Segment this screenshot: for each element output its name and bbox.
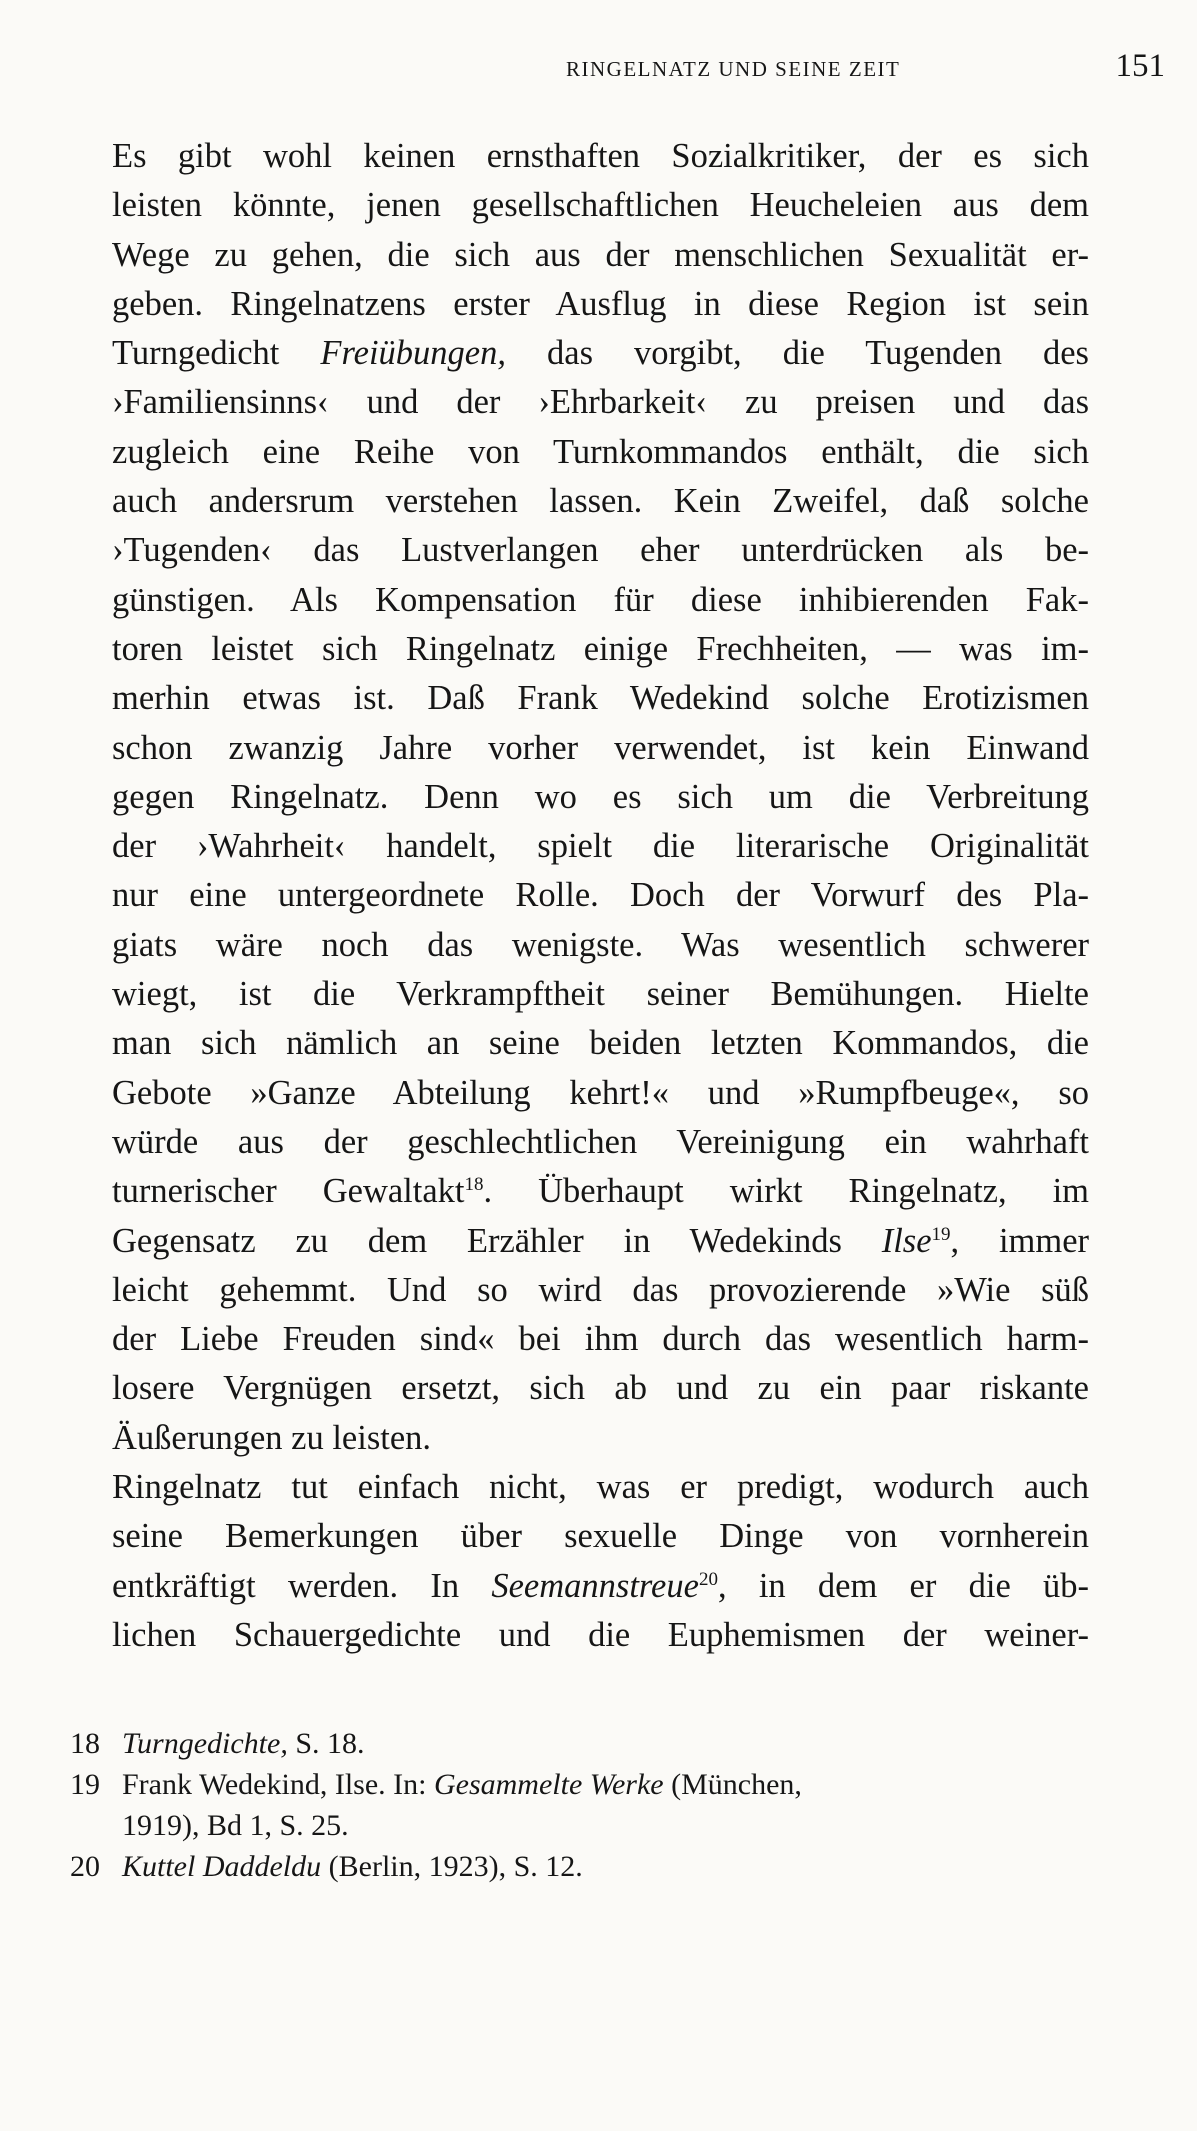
- text-line: auch andersrum verstehen lassen. Kein Zweifel, daß solche: [112, 482, 1089, 521]
- text-line: günstigen. Als Kompensation für diese inhibierenden Fak-: [112, 580, 1089, 619]
- footnote-number: 20: [70, 1850, 100, 1883]
- footnote-ref-18[interactable]: 18: [464, 1174, 484, 1196]
- text-line: giats wäre noch das wenigste. Was wesentlich schwerer: [112, 925, 1089, 964]
- text-line: [112, 1217, 1089, 1266]
- title-seemannstreue: Seemannstreue: [491, 1566, 699, 1605]
- title-ilse: Ilse: [881, 1221, 932, 1260]
- text-line: schon zwanzig Jahre vorher verwendet, ist kein Einwand: [112, 728, 1089, 767]
- text-line: zugleich eine Reihe von Turnkommandos enthält, die sich: [112, 432, 1089, 471]
- text-span: . Überhaupt wirkt Ringelnatz, im: [483, 1172, 1089, 1211]
- text-span: Gegensatz zu dem Erzähler in Wedekinds: [112, 1221, 882, 1260]
- text-line: lichen Schauergedichte und die Euphemismen der weiner-: [112, 1615, 1089, 1654]
- text-span: , immer: [950, 1221, 1089, 1260]
- footnote-19-continued: 1919), Bd 1, S. 25.: [122, 1809, 349, 1842]
- text-span: , in dem er die üb-: [717, 1566, 1089, 1605]
- text-line: leisten könnte, jenen gesellschaftlichen Heucheleien aus dem: [112, 186, 1089, 225]
- text-span: turnerischer Gewaltakt: [112, 1172, 465, 1211]
- footnote-text: (Berlin, 1923), S. 12.: [321, 1850, 583, 1883]
- text-line: geben. Ringelnatzens erster Ausflug in diese Region ist sein: [112, 284, 1089, 323]
- text-line: der Liebe Freuden sind« bei ihm durch das wesentlich harm-: [112, 1320, 1089, 1359]
- text-line: merhin etwas ist. Daß Frank Wedekind solche Erotizismen: [112, 679, 1089, 718]
- footnote-title: Kuttel Daddeldu: [122, 1850, 322, 1883]
- footnotes: [70, 1723, 1100, 1887]
- text-line: nur eine untergeordnete Rolle. Doch der Vorwurf des Pla-: [112, 876, 1089, 915]
- footnote-19: [70, 1764, 1100, 1805]
- text-line: toren leistet sich Ringelnatz einige Frechheiten, — was im-: [112, 629, 1089, 668]
- text-line: würde aus der geschlechtlichen Vereinigung ein wahrhaft: [112, 1122, 1089, 1161]
- footnote-text: S. 18.: [287, 1727, 365, 1760]
- footnote-ref-20[interactable]: 20: [698, 1568, 718, 1590]
- text-line: losere Vergnügen ersetzt, sich ab und zu ein paar riskante: [112, 1369, 1089, 1408]
- text-line: ›Familiensinns‹ und der ›Ehrbarkeit‹ zu preisen und das: [112, 383, 1089, 422]
- text-line: gegen Ringelnatz. Denn wo es sich um die Verbreitung: [112, 777, 1089, 816]
- text-line: Gebote »Ganze Abteilung kehrt!« und »Rumpfbeuge«, so: [112, 1073, 1089, 1112]
- text-line: man sich nämlich an seine beiden letzten Kommandos, die: [112, 1024, 1089, 1063]
- footnote-title: Gesammelte Werke: [433, 1768, 664, 1801]
- footnote-number: 18: [70, 1727, 100, 1760]
- body-text: [112, 132, 1089, 1660]
- text-line: Äußerungen zu leisten.: [112, 1418, 432, 1457]
- text-line: wiegt, ist die Verkrampftheit seiner Bemühungen. Hielte: [112, 975, 1089, 1014]
- text-span: Turngedicht: [112, 334, 321, 373]
- footnote-text: Frank Wedekind, Ilse. In:: [122, 1768, 434, 1801]
- page-header: [560, 48, 1165, 85]
- footnote-18: [70, 1723, 1100, 1764]
- footnote-text: (München,: [663, 1768, 802, 1801]
- text-line: seine Bemerkungen über sexuelle Dinge von vornherein: [112, 1517, 1089, 1556]
- title-freiuebungen: Freiübungen,: [320, 334, 506, 373]
- text-span: das vorgibt, die Tugenden des: [505, 334, 1089, 373]
- text-line: Es gibt wohl keinen ernsthaften Sozialkritiker, der es sich: [112, 137, 1089, 175]
- text-span: entkräftigt werden. In: [112, 1566, 492, 1605]
- text-line: Wege zu gehen, die sich aus der menschlichen Sexualität er-: [112, 235, 1089, 274]
- footnote-title: Turngedichte,: [122, 1727, 288, 1760]
- text-line: [112, 1167, 1089, 1216]
- text-line: [112, 329, 1089, 378]
- text-line: ›Tugenden‹ das Lustverlangen eher unterdrücken als be-: [112, 531, 1089, 570]
- text-line: leicht gehemmt. Und so wird das provozierende »Wie süß: [112, 1270, 1089, 1309]
- text-line: der ›Wahrheit‹ handelt, spielt die literarische Originalität: [112, 827, 1089, 866]
- page-number: 151: [1115, 48, 1165, 84]
- text-line: [112, 1562, 1089, 1611]
- text-line-paragraph-start: Ringelnatz tut einfach nicht, was er predigt, wodurch auch: [112, 1468, 1089, 1507]
- footnote-20: [70, 1846, 1100, 1887]
- footnote-ref-19[interactable]: 19: [931, 1223, 951, 1245]
- running-head: RINGELNATZ UND SEINE ZEIT: [566, 57, 901, 81]
- footnote-number: 19: [70, 1768, 100, 1801]
